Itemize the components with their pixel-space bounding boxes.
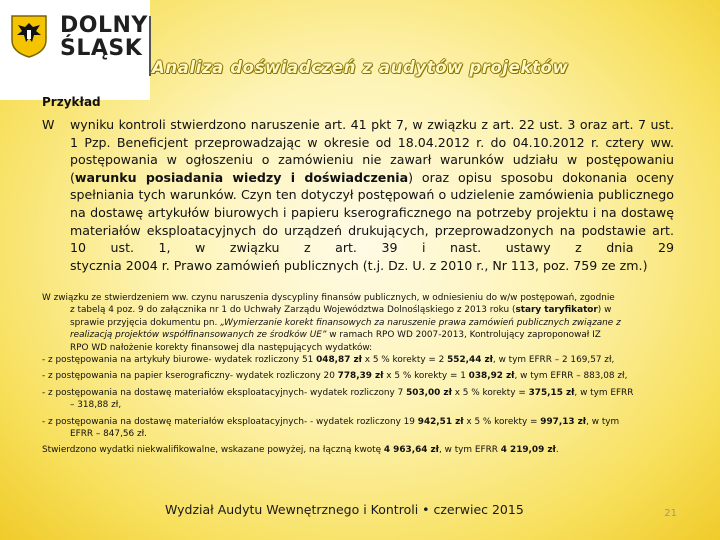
summary-text: Stwierdzono wydatki niekwalifikowalne, wskazane powyżej, na łączną kwotę (42, 445, 384, 456)
item-text: - z postępowania na artykuły biurowe- wydatek rozliczony 51 (42, 355, 317, 366)
item-correction: 038,92 zł (468, 371, 515, 382)
item-correction: 997,13 zł (540, 416, 587, 427)
detail-block (42, 292, 678, 457)
item-text: , w tym EFRR (574, 387, 634, 398)
list-item (42, 370, 678, 382)
logo-area (0, 0, 150, 100)
brand-line-2: ŚLĄSK (60, 36, 143, 61)
detail-intro-1: W związku ze stwierdzeniem ww. czynu naruszenia dyscypliny finansów publicznych, w odniesieniu do w/w postępowań, zgodnie (42, 293, 615, 303)
example-heading: Przykład (42, 95, 101, 109)
summary-total: 4 963,64 zł (383, 445, 439, 456)
header-divider (149, 16, 151, 76)
detail-intro-5: RPO WD nałożenie korekty finansowej dla następujących wydatków: (70, 342, 373, 353)
paragraph-last-line: stycznia 2004 r. Prawo zamówień publicznych (t.j. Dz. U. z 2010 r., Nr 113, poz. 759 ze zm.) (70, 257, 648, 273)
detail-intro-2-text: z tabelą 4 poz. 9 do załącznika nr 1 do Uchwały Zarządu Województwa Dolnośląskiego z 2013 roku ( (70, 305, 516, 316)
list-item-continuation: EFRR – 847,56 zł. (70, 429, 148, 440)
detail-intro-4 (42, 329, 678, 341)
detail-intro-2 (42, 304, 678, 316)
list-item (42, 387, 678, 399)
item-text: , w tym EFRR – 2 169,57 zł, (492, 355, 615, 366)
summary-efrr: 4 219,09 zł (500, 445, 556, 456)
main-paragraph (42, 116, 674, 274)
paragraph-text-2: ) oraz opisu sposobu dokonania oceny spełniania tych warunków. Czyn ten dotyczył postępowań o udzielenie zamówienia publicznego na dostawę artykułów biurowych i papieru kserograficznego na potrzeby projektu i na dostawę materiałów eksploatacyjnych do urządzeń drukujących, przeprowadzonych na podstawie art. 10 ust. 1, w związku z art. 39 i nast. ustawy z dnia 29 (70, 169, 674, 256)
item-amount: 778,39 zł (337, 371, 384, 382)
paragraph-first-word: W (42, 117, 55, 132)
summary-text: . (555, 445, 559, 456)
detail-intro-3 (42, 317, 678, 329)
detail-intro-4-text: w ramach RPO WD 2007-2013, Kontrolujący zaproponował IZ (326, 330, 601, 341)
item-amount: 048,87 zł (316, 355, 362, 366)
brand-line-1: DOLNY (60, 13, 148, 38)
detail-intro-2-bold: stary taryfikator (515, 305, 598, 316)
list-item (42, 416, 678, 428)
summary-line (42, 444, 678, 456)
detail-intro-3-italic: „Wymierzanie korekt finansowych za naruszenie prawa zamówień publicznych związane z (220, 317, 621, 328)
slide-title: Analiza doświadczeń z audytów projektów (152, 58, 569, 77)
item-text: , w tym (586, 416, 620, 427)
list-item-continuation: – 318,88 zł, (70, 400, 122, 411)
paragraph-text-1: wyniku kontroli stwierdzono naruszenie art. 41 pkt 7, w związku z art. 22 ust. 3 oraz art. 7 ust. 1 Pzp. Beneficjent przeprowadzając w okresie od 18.04.2012 r. do 04.10.2012 r. cztery ww. postępowania w ogłoszeniu o zamówieniu nie zawarł warunków udziału w postępowaniu ( (70, 117, 674, 185)
item-text: x 5 % korekty = (451, 387, 529, 398)
brand-wordmark (60, 14, 148, 60)
summary-text: , w tym EFRR (438, 445, 501, 456)
item-correction: 375,15 zł (528, 387, 575, 398)
detail-intro-2-end: ) w (597, 305, 612, 316)
item-correction: 552,44 zł (447, 355, 493, 366)
item-amount: 503,00 zł (406, 387, 452, 398)
item-text: - z postępowania na dostawę materiałów eksploatacyjnych- wydatek rozliczony 7 (42, 387, 407, 398)
page-number: 21 (664, 508, 677, 519)
paragraph-bold: warunku posiadania wiedzy i doświadczenia (74, 169, 409, 185)
item-text: x 5 % korekty = (463, 416, 541, 427)
detail-intro-3-text: sprawie przyjęcia dokumentu pn. (70, 317, 221, 328)
item-amount: 942,51 zł (417, 416, 464, 427)
item-text: x 5 % korekty = 2 (361, 355, 448, 366)
list-item (42, 354, 678, 366)
item-text: x 5 % korekty = 1 (383, 371, 469, 382)
item-text: , w tym EFRR – 883,08 zł, (514, 371, 628, 382)
item-text: - z postępowania na dostawę materiałów eksploatacyjnych- - wydatek rozliczony 19 (42, 416, 418, 427)
footer-text: Wydział Audytu Wewnętrznego i Kontroli • czerwiec 2015 (165, 502, 524, 517)
paragraph-justified (70, 116, 674, 257)
item-text: - z postępowania na papier kserograficzny- wydatek rozliczony 20 (42, 371, 338, 382)
eagle-crest-icon (10, 14, 48, 58)
detail-intro-4-italic: realizacją projektów współfinansowanych ze środków UE” (70, 330, 327, 341)
